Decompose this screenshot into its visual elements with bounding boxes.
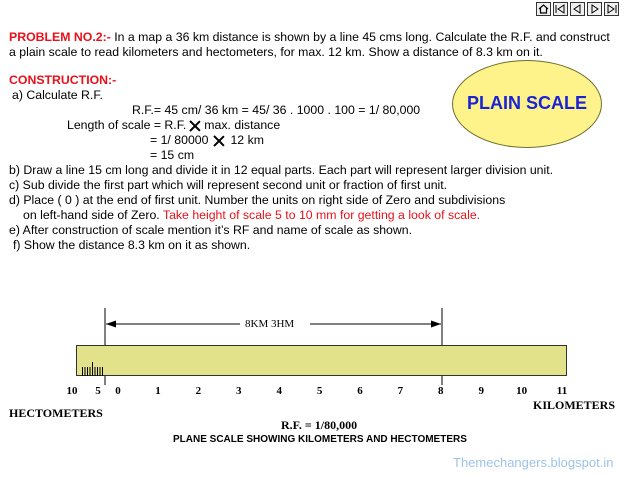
rf-label: R.F. = 1/80,000 [281, 418, 358, 432]
length-rf: = 1/ 80000 [150, 133, 209, 147]
scale-label-left: 10 [66, 385, 78, 397]
scale-label-right: 6 [357, 385, 363, 397]
length-km: 12 km [230, 133, 264, 147]
figure-caption: PLANE SCALE SHOWING KILOMETERS AND HECTOMETERS [173, 434, 467, 445]
scale-label-right: 2 [195, 385, 202, 397]
step-d-2-text: on left-hand side of Zero. [23, 208, 163, 222]
problem-text-1: In a map a 36 km distance is shown by a line 45 cms long. Calculate the R.F. and construct [110, 30, 610, 44]
length-line-3: = 15 cm [150, 148, 195, 162]
scale-label-right: 7 [397, 385, 404, 397]
kilometers-label: KILOMETERS [533, 398, 616, 412]
problem-label: PROBLEM NO.2:- [9, 30, 111, 44]
step-c: c) Sub divide the first part which will represent second unit or fraction of first unit. [9, 178, 448, 192]
hectometers-label: HECTOMETERS [9, 406, 103, 420]
problem-line-2: a plain scale to read kilometers and hectometers, for max. 12 km. Show a distance of 8.3 km on it. [9, 45, 543, 59]
scale-label-right: 1 [155, 385, 161, 397]
scale-label-right: 8 [438, 385, 444, 397]
scale-label-right: 5 [316, 385, 323, 397]
length-label: Length of scale = R.F. [67, 118, 187, 132]
scale-label-right: 11 [556, 385, 568, 397]
step-a: a) Calculate R.F. [12, 88, 103, 102]
scale-label-right: 10 [516, 385, 528, 397]
badge-label: PLAIN SCALE [466, 93, 587, 113]
scale-label-left: 5 [95, 385, 101, 397]
step-e: e) After construction of scale mention it’s RF and name of scale as shown. [9, 223, 413, 237]
max-distance: max. distance [204, 118, 281, 132]
step-d-2-note: Take height of scale 5 to 10 mm for getting a look of scale. [162, 208, 481, 222]
step-d-1: d) Place ( 0 ) at the end of first unit. Number the units on right side of Zero and subdivisions [9, 193, 506, 207]
dimension-label: 8KM 3HM [245, 318, 295, 330]
step-b: b) Draw a line 15 cm long and divide it in 12 equal parts. Each part will represent larger division unit. [9, 163, 554, 177]
construction-heading: CONSTRUCTION:- [9, 73, 117, 87]
step-f: f) Show the distance 8.3 km on it as shown. [13, 238, 251, 252]
scale-label-left: 0 [115, 385, 121, 397]
scale-label-right: 3 [236, 385, 242, 397]
scale-label-right: 4 [276, 385, 282, 397]
rf-equation: R.F.= 45 cm/ 36 km = 45/ 36 . 1000 . 100 = 1/ 80,000 [132, 103, 421, 117]
scale-label-right: 9 [478, 385, 484, 397]
watermark-link[interactable]: Themechangers.blogspot.in [453, 455, 614, 470]
